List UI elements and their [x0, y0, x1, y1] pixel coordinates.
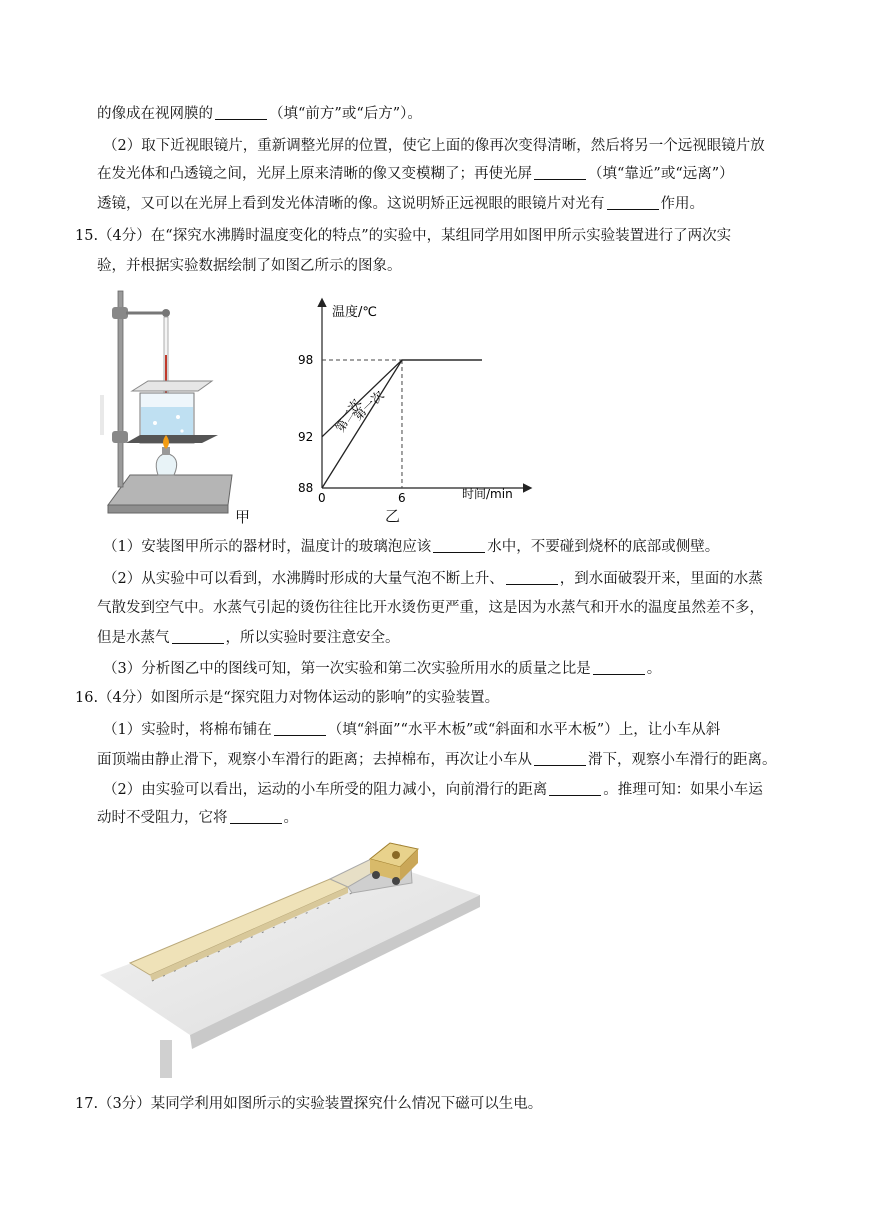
answer-blank: [534, 751, 586, 766]
q15-stem-line-2: 验，并根据实验数据绘制了如图乙所示的图象。: [97, 258, 402, 274]
text: 水中，不要碰到烧杯的底部或侧壁。: [487, 539, 720, 555]
q16-stem: 16.（4分）如图所示是“探究阻力对物体运动的影响”的实验装置。: [75, 690, 500, 706]
figure-jia-label: 甲: [235, 508, 251, 526]
answer-blank: [274, 721, 326, 736]
text: 的像成在视网膜的: [97, 106, 213, 122]
y-tick-label: 88: [298, 481, 314, 495]
text: （填“斜面”“水平木板”或“斜面和水平木板”）上，让小车从斜: [327, 722, 721, 738]
figure-incline-cart: [100, 835, 480, 1080]
text: （填“靠近”或“远离”）: [588, 166, 734, 182]
q14-sub2-line-2: [97, 164, 734, 184]
q15-sub2-line-2: 气散发到空气中。水蒸气引起的烫伤往往比开水烫伤更严重，这是因为水蒸气和开水的温度虽然差不多，: [97, 600, 764, 616]
series-label-1: 第一次: [351, 388, 387, 424]
q15-stem-line-1: 15.（4分）在“探究水沸腾时温度变化的特点”的实验中，某组同学用如图甲所示实验装置进行了两次实: [75, 228, 732, 244]
text: 滑下，观察小车滑行的距离。: [588, 752, 777, 768]
text: 。: [646, 661, 662, 677]
answer-blank: [215, 105, 267, 120]
incline-cart-drawing: [100, 835, 480, 1080]
temperature-time-chart: [290, 292, 540, 507]
series-label-2: 第二次: [332, 396, 364, 435]
text: ，到水面破裂开来，里面的水蒸: [559, 571, 763, 587]
x-tick-label: 6: [397, 491, 406, 505]
y-axis-label: 温度/℃: [332, 305, 377, 320]
q15-sub3: [103, 659, 661, 679]
q14-line-1: [97, 104, 422, 124]
q15-sub2-line-1: [103, 569, 763, 589]
q15-sub1: [103, 537, 719, 557]
answer-blank: [172, 629, 224, 644]
answer-blank: [534, 165, 586, 180]
text: 。推理可知：如果小车运: [603, 782, 763, 798]
text: （2）从实验中可以看到，水沸腾时形成的大量气泡不断上升、: [103, 571, 504, 587]
text: 。: [283, 810, 298, 826]
text: 透镜，又可以在光屏上看到发光体清晰的像。这说明矫正远视眼的眼镜片对光有: [97, 196, 605, 212]
q16-sub2-line-1: [103, 780, 763, 800]
text: 动时不受阻力，它将: [97, 810, 228, 826]
y-tick-label: 98: [298, 353, 314, 367]
text: 在发光体和凸透镜之间，光屏上原来清晰的像又变模糊了；再使光屏: [97, 166, 532, 182]
text: 但是水蒸气: [97, 630, 170, 646]
q14-sub2-line-3: [97, 194, 704, 214]
figure-yi: [290, 292, 540, 532]
q16-sub1-line-1: [103, 720, 720, 740]
text: ，所以实验时要注意安全。: [225, 630, 400, 646]
q16-sub2-line-2: [97, 808, 298, 828]
text: （2）由实验可以看出，运动的小车所受的阻力减小，向前滑行的距离: [103, 782, 548, 798]
answer-blank: [230, 809, 282, 824]
answer-blank: [549, 781, 601, 796]
x-axis-label: 时间/min: [462, 487, 513, 501]
q16-sub1-line-2: [97, 750, 777, 770]
q17-stem: 17.（3分）某同学利用如图所示的实验装置探究什么情况下磁可以生电。: [75, 1096, 543, 1112]
answer-blank: [593, 660, 645, 675]
text: （1）实验时，将棉布铺在: [103, 722, 272, 738]
q15-sub2-line-3: [97, 628, 400, 648]
text: 面顶端由静止滑下，观察小车滑行的距离；去掉棉布，再次让小车从: [97, 752, 532, 768]
figure-yi-label: 乙: [385, 507, 401, 525]
boiling-apparatus-drawing: [100, 285, 260, 530]
text: （1）安装图甲所示的器材时，温度计的玻璃泡应该: [103, 539, 432, 555]
answer-blank: [607, 195, 659, 210]
y-tick-label: 92: [298, 429, 314, 444]
answer-blank: [433, 538, 485, 553]
text: （填“前方”或“后方”）。: [269, 106, 422, 122]
x-tick-label: 0: [318, 491, 326, 505]
text: 作用。: [660, 196, 704, 212]
text: （3）分析图乙中的图线可知，第一次实验和第二次实验所用水的质量之比是: [103, 661, 591, 677]
answer-blank: [506, 570, 558, 585]
q14-sub2-line-1: （2）取下近视眼镜片，重新调整光屏的位置，使它上面的像再次变得清晰，然后将另一个远视眼镜片放: [103, 138, 765, 154]
figure-jia: [100, 285, 260, 530]
